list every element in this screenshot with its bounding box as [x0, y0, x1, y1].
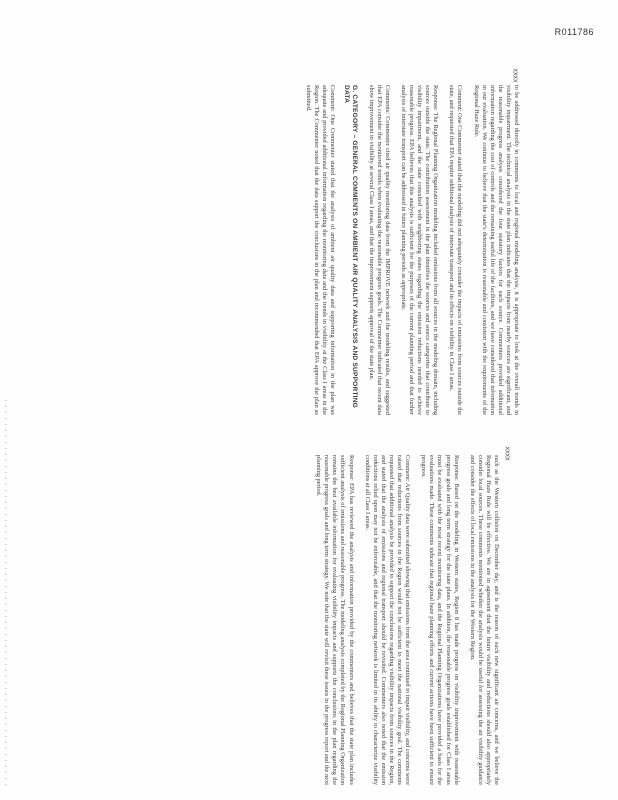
left-text-column: [270, 455, 500, 785]
paragraph: Comment: One Commenter stated that the modeling did not adequately consider the impacts of emissions from sources outside the state, and requested that EPA require additional analysis of interstate transport and its effects on visibility in Class I areas.: [448, 85, 464, 415]
paragraph: Comment: Air Quality data were submitted showing that emissions from the area continued to impair visibility, and concerns were raised that reductions from sources in the Region would not be sufficient to meet the national visibility goal. The comments requested that additional analysis be provided to support the conclusions regarding visibility impacts from sources in the Region, and stated that the analysis of emissions and regional transport should be revisited. Commenters also noted that the emission reductions relied upon may not be enforceable, and that the monitoring network is limited in its ability to characterize visibility conditions at all Class I areas.: [363, 455, 412, 785]
section-heading: G. CATEGORY – GENERAL COMMENTS ON AMBIENT AIR QUALITY ANALYSIS AND SUPPORTING DATA: [343, 85, 359, 409]
paragraph: Comment: One Commenter stated that the analysis of ambient air quality data and supporting information in the plan was adequate and provided additional information regarding the monitoring data and the trends in visibility at the Class I areas in the Region. The Commenter noted that the data support the conclusions in the plan and recommended that EPA approve the plan as submitted.: [305, 85, 337, 415]
document-id: R011786: [554, 27, 594, 37]
paragraph: Response: The Regional Planning Organization modeling included emissions from all sources in the modeling domain, including sources outside the state. The contribution assessment in the plan identifies the sources and source categories that contribute to visibility impairment, and the state consulted with neighboring states regarding the emission reductions needed to achieve reasonable progress. EPA believes that this analysis is sufficient for the purposes of the current planning period and that further analysis of interstate transport can be addressed in future planning periods as appropriate.: [399, 85, 440, 415]
page-mark-right: xxxx: [511, 68, 519, 83]
paragraph: Response: EPA has reviewed the analysis and information provided by the commenters and believes that the state plan includes sufficient analysis of emissions and reasonable progress. The modeling analysis completed by the Regional Planning Organization remains the best available information for evaluating visibility impacts and supports the conclusions in the plan regarding the reasonable progress goals and long term strategy. We note that the state will revisit these issues in the progress report and the next planning period.: [315, 455, 355, 785]
paragraph: Response: Based on the modeling in Western states, Region 8 has made progress on visibility improvement with reasonable progress goals and long term strategy for the state plans. In addition, the reasonable progress goals established for Class I areas must be evaluated with the most recent monitoring data, and the Regional Planning Organizations have provided a basis for the evaluations made. These comments indicate that regional haze planning efforts and current actions have been sufficient to ensure progress.: [420, 455, 460, 785]
paragraph: Comments: Commenter cited air quality monitoring data from the IMPROVE network and the modeling results, and suggested that EPA consider the monitored trends when evaluating the reasonable progress goals. The Commenter indicated that recent data show improvement in visibility at several Class I areas, and that the improvement supports approval of the state plan.: [367, 85, 391, 415]
page-mark-left: xxxx: [503, 446, 511, 461]
paragraph: to be addressed directly in comments to local and regional modeling analysis, it is appropriate to look at the overall trends in visibility impairment. The technical analysis in the state plan indicates that the impacts from nearby sources are significant, and the reasonable progress analysis considered the four statutory factors for each source. Commenters provided additional information regarding the cost of controls and the remaining useful life of the facilities, and we have considered that information in our evaluation. We continue to believe that the state's determination is reasonable and consistent with the requirements of the Regional Haze Rule.: [472, 85, 520, 415]
margin-dots: [5, 400, 7, 790]
right-text-column: [290, 85, 520, 415]
paragraph: such as the Western collision on December day, and is the reason of such new significant air concerns, and we believe the Regional Haze Rule will be effective. We are in agreement that the future visibility and reductions should also appropriately consider local sources. These comments mentioned whether the analysis would be useful for assessing the air visibility guidance and consider the effects of local emissions in the analysis for the Western Region.: [468, 455, 500, 785]
